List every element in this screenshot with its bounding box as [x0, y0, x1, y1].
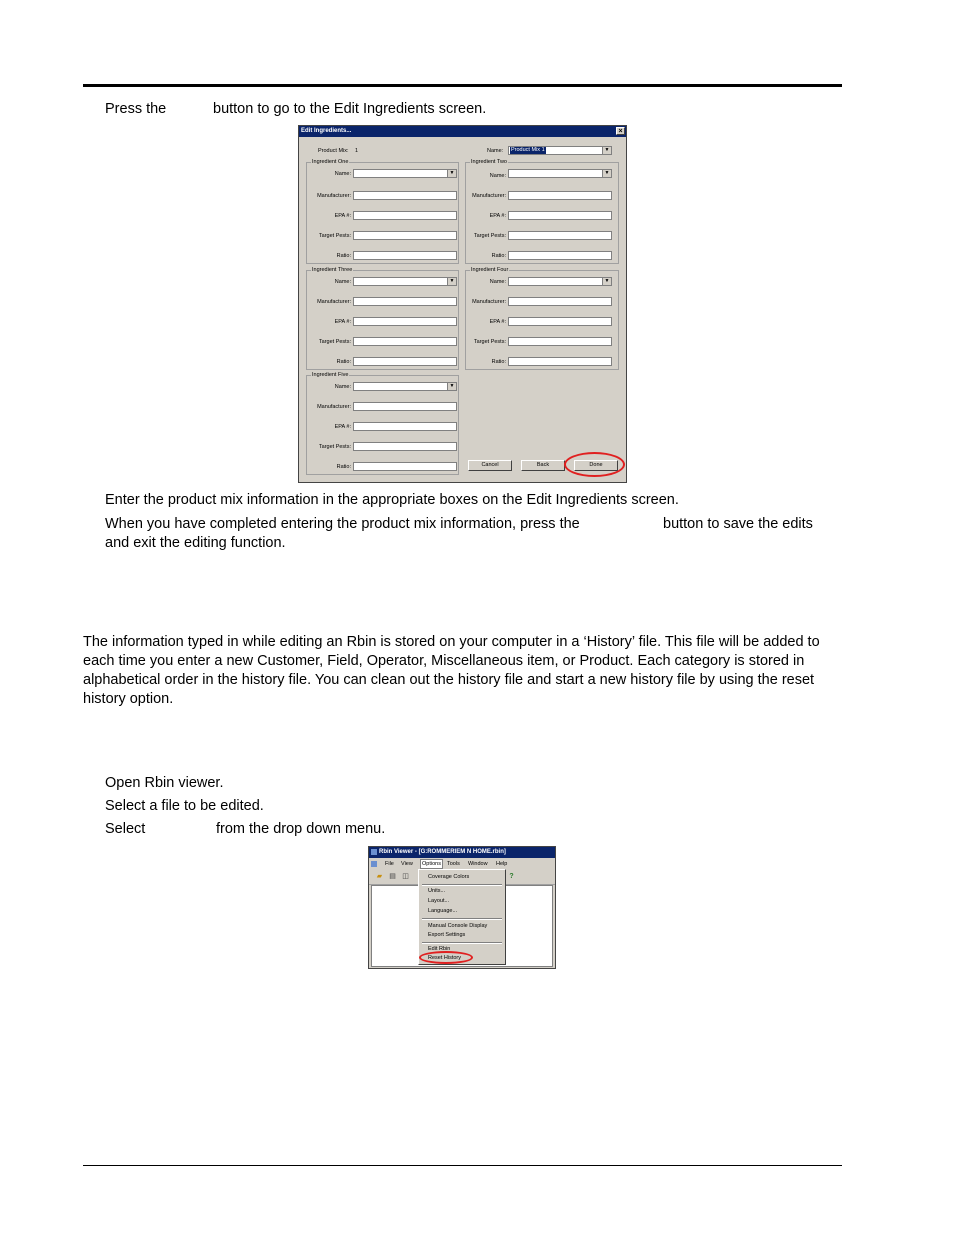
menu-item-reset-history[interactable]: Reset History: [428, 955, 462, 961]
menu-window[interactable]: Window: [468, 861, 488, 867]
product-mix-name-value: Product Mix 1: [511, 147, 545, 153]
step-when-pre: When you have completed entering the product mix information, press the: [105, 516, 580, 532]
menu-separator: [422, 884, 502, 886]
header-rule: [83, 84, 842, 87]
epa-label: EPA #:: [334, 424, 351, 430]
target-pests-label: Target Pests:: [473, 233, 506, 239]
target-pests-label: Target Pests:: [318, 444, 351, 450]
ingredient-three-ratio-field[interactable]: [353, 357, 457, 366]
step-open: Open Rbin viewer.: [105, 775, 224, 791]
ratio-label: Ratio:: [336, 253, 351, 259]
name-label: Name:: [487, 148, 504, 154]
manufacturer-label: Manufacturer:: [317, 193, 351, 199]
group-title: Ingredient Three: [312, 267, 353, 273]
highlight-circle: [419, 951, 473, 964]
ingredient-three-manufacturer-field[interactable]: [353, 297, 457, 306]
menu-item-layout[interactable]: Layout...: [428, 898, 450, 904]
menu-file[interactable]: File: [385, 861, 394, 867]
ingredient-five-epa-field[interactable]: [353, 422, 457, 431]
ingredient-one-epa-field[interactable]: [353, 211, 457, 220]
menu-help[interactable]: Help: [496, 861, 508, 867]
epa-label: EPA #:: [489, 319, 506, 325]
doc-icon: [371, 861, 377, 867]
step-select-post: from the drop down menu.: [216, 821, 386, 837]
group-ingredient-two: [465, 159, 619, 264]
ratio-label: Ratio:: [491, 253, 506, 259]
step-press-pre: Press the: [105, 101, 167, 117]
epa-label: EPA #:: [489, 213, 506, 219]
cancel-button[interactable]: Cancel: [468, 460, 512, 471]
group-title: Ingredient Five: [312, 372, 349, 378]
group-title: Ingredient One: [312, 159, 349, 165]
menubar: [369, 859, 555, 869]
ingredient-one-ratio-field[interactable]: [353, 251, 457, 260]
ratio-label: Ratio:: [491, 359, 506, 365]
footer-rule: [83, 1165, 842, 1166]
ingredient-one-manufacturer-field[interactable]: [353, 191, 457, 200]
ingredient-one-name-select[interactable]: [353, 169, 457, 178]
options-dropdown-menu: [418, 869, 506, 965]
rbin-title: Rbin Viewer - [G:ROMMERIEM N HOME.rbin]: [379, 849, 506, 855]
dialog-title-bar: [299, 126, 626, 137]
print-preview-icon[interactable]: ◫: [402, 873, 409, 880]
group-title: Ingredient Four: [471, 267, 509, 273]
target-pests-label: Target Pests:: [473, 339, 506, 345]
manufacturer-label: Manufacturer:: [317, 404, 351, 410]
name-label: Name:: [334, 384, 351, 390]
chevron-down-icon[interactable]: ▼: [447, 278, 456, 285]
ratio-label: Ratio:: [336, 464, 351, 470]
group-title: Ingredient Two: [471, 159, 507, 165]
menu-item-language[interactable]: Language...: [428, 908, 458, 914]
menu-view[interactable]: View: [401, 861, 413, 867]
rbin-viewer-window: [368, 846, 556, 969]
edit-ingredients-dialog: [298, 125, 627, 483]
menu-item-units[interactable]: Units...: [428, 888, 446, 894]
ingredient-three-name-select[interactable]: [353, 277, 457, 286]
done-button[interactable]: Done: [574, 460, 618, 471]
manufacturer-label: Manufacturer:: [472, 193, 506, 199]
step-select-file: Select a file to be edited.: [105, 798, 264, 814]
chevron-down-icon[interactable]: ▼: [447, 170, 456, 177]
chevron-down-icon[interactable]: ▼: [602, 278, 611, 285]
ingredient-four-ratio-field[interactable]: [508, 357, 612, 366]
group-ingredient-four: [465, 267, 619, 370]
target-pests-label: Target Pests:: [318, 233, 351, 239]
menu-separator: [422, 918, 502, 920]
group-ingredient-three: [306, 267, 459, 370]
app-icon: [371, 849, 377, 855]
help-icon[interactable]: ?: [509, 873, 514, 880]
target-pests-label: Target Pests:: [318, 339, 351, 345]
name-label: Name:: [334, 171, 351, 177]
ingredient-four-manufacturer-field[interactable]: [508, 297, 612, 306]
chevron-down-icon[interactable]: ▼: [447, 383, 456, 390]
step-select-pre: Select: [105, 821, 146, 837]
step-when-post: button to save the edits: [663, 516, 813, 532]
manufacturer-label: Manufacturer:: [317, 299, 351, 305]
ingredient-three-epa-field[interactable]: [353, 317, 457, 326]
menu-item-manual-console-display[interactable]: Manual Console Display: [428, 923, 488, 929]
step-enter-info: Enter the product mix information in the appropriate boxes on the Edit Ingredients screen.: [105, 492, 679, 508]
name-label: Name:: [489, 173, 506, 179]
close-icon[interactable]: ×: [616, 127, 625, 135]
ingredient-four-name-select[interactable]: [508, 277, 612, 286]
ingredient-two-name-select[interactable]: [508, 169, 612, 178]
ratio-label: Ratio:: [336, 359, 351, 365]
ingredient-one-target-pests-field[interactable]: [353, 231, 457, 240]
product-mix-label: Product Mix:: [318, 148, 349, 154]
chevron-down-icon[interactable]: ▼: [602, 147, 611, 154]
menu-separator: [422, 942, 502, 944]
product-mix-value: 1: [355, 148, 359, 154]
name-label: Name:: [489, 279, 506, 285]
ingredient-four-epa-field[interactable]: [508, 317, 612, 326]
step-when-line2: and exit the editing function.: [105, 535, 286, 551]
product-mix-name-select[interactable]: [508, 146, 612, 155]
rbin-title-bar: [369, 847, 555, 858]
ingredient-three-target-pests-field[interactable]: [353, 337, 457, 346]
highlight-circle: [564, 452, 625, 477]
step-press-post: button to go to the Edit Ingredients screen.: [213, 101, 487, 117]
ingredient-two-epa-field[interactable]: [508, 211, 612, 220]
menu-tools[interactable]: Tools: [447, 861, 460, 867]
ingredient-five-target-pests-field[interactable]: [353, 442, 457, 451]
menu-item-export-settings[interactable]: Export Settings: [428, 932, 466, 938]
ingredient-five-ratio-field[interactable]: [353, 462, 457, 471]
ingredient-two-ratio-field[interactable]: [508, 251, 612, 260]
ingredient-two-target-pests-field[interactable]: [508, 231, 612, 240]
back-button[interactable]: Back: [521, 460, 565, 471]
menu-item-coverage-colors[interactable]: Coverage Colors: [428, 874, 470, 880]
name-label: Name:: [334, 279, 351, 285]
menu-options[interactable]: Options: [422, 861, 441, 867]
open-folder-icon[interactable]: ▰: [376, 873, 383, 880]
chevron-down-icon[interactable]: ▼: [602, 170, 611, 177]
print-icon[interactable]: ▤: [389, 873, 396, 880]
epa-label: EPA #:: [334, 213, 351, 219]
menu-item-edit-rbin[interactable]: Edit Rbin: [428, 946, 451, 952]
manufacturer-label: Manufacturer:: [472, 299, 506, 305]
ingredient-two-manufacturer-field[interactable]: [508, 191, 612, 200]
ingredient-four-target-pests-field[interactable]: [508, 337, 612, 346]
ingredient-five-manufacturer-field[interactable]: [353, 402, 457, 411]
ingredient-five-name-select[interactable]: [353, 382, 457, 391]
group-ingredient-five: [306, 372, 459, 475]
dialog-title: Edit Ingredients...: [301, 128, 352, 134]
history-paragraph: The information typed in while editing an Rbin is stored on your computer in a ‘History’ file. This file will be added to each time you enter a new Customer, Field, Operator, Miscellaneous item, or Product. Each category is stored in alphabetical order in the history file. You can clean out the history file and start a new history file by using the reset history option.: [83, 634, 820, 707]
group-ingredient-one: [306, 159, 459, 264]
epa-label: EPA #:: [334, 319, 351, 325]
